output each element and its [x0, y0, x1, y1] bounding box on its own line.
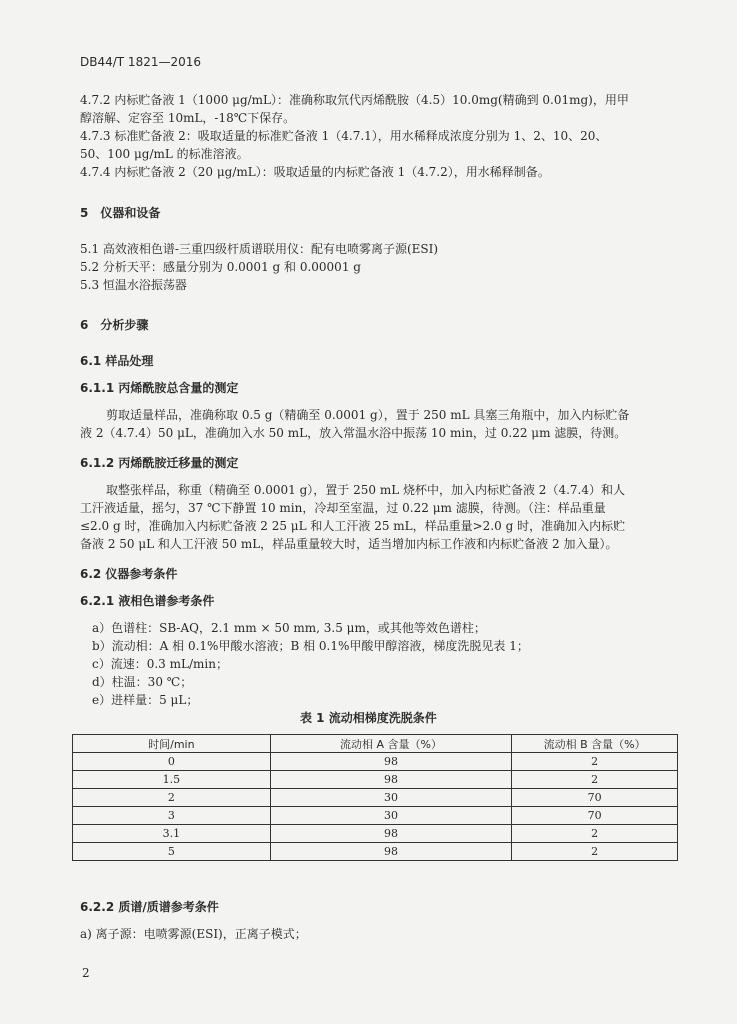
- section-6-1-2-heading: 6.1.2 丙烯酰胺迁移量的测定: [80, 456, 239, 470]
- table-cell: 2: [512, 825, 678, 843]
- section-6-1-heading: 6.1 样品处理: [80, 354, 154, 368]
- table-cell: 0: [73, 753, 271, 771]
- table-cell: 2: [512, 753, 678, 771]
- s621-item-b: b）流动相：A 相 0.1%甲酸水溶液；B 相 0.1%甲酸甲醇溶液，梯度洗脱见表 1；: [92, 639, 529, 653]
- table-cell: 5: [73, 843, 271, 861]
- section-6-heading: 6 分析步骤: [80, 318, 149, 332]
- table-header-row: [73, 735, 678, 753]
- table-cell: 98: [270, 843, 512, 861]
- section-6-1-1-heading: 6.1.1 丙烯酰胺总含量的测定: [80, 381, 239, 395]
- table-row: [73, 825, 678, 843]
- table-cell: 3.1: [73, 825, 271, 843]
- s612-line4: 备液 2 50 μL 和人工汗液 50 mL，样品重量较大时，适当增加内标工作液和内标贮备液 2 加入量）。: [80, 537, 618, 551]
- table-row: [73, 771, 678, 789]
- item-5-2: 5.2 分析天平：感量分别为 0.0001 g 和 0.00001 g: [80, 260, 361, 274]
- table-cell: 1.5: [73, 771, 271, 789]
- s611-line2: 液 2（4.7.4）50 μL，准确加入水 50 mL，放入常温水浴中振荡 10 min，过 0.22 μm 滤膜，待测。: [80, 426, 627, 440]
- s472-line1: 4.7.2 内标贮备液 1（1000 μg/mL）：准确称取氘代丙烯酰胺（4.5）10.0mg(精确到 0.01mg)，用甲: [80, 93, 629, 107]
- section-5-heading: 5 仪器和设备: [80, 206, 161, 220]
- s611-line1: 剪取适量样品，准确称取 0.5 g（精确至 0.0001 g），置于 250 mL 具塞三角瓶中，加入内标贮备: [106, 408, 630, 422]
- page-number: 2: [82, 966, 90, 980]
- s612-line1: 取整张样品，称重（精确至 0.0001 g），置于 250 mL 烧杯中，加入内标贮备液 2（4.7.4）和人: [106, 483, 625, 497]
- table-header-a: 流动相 A 含量（%）: [270, 735, 512, 753]
- table-cell: 30: [270, 789, 512, 807]
- s612-line3: ≤2.0 g 时，准确加入内标贮备液 2 25 μL 和人工汗液 25 mL，样品重量>2.0 g 时，准确加入内标贮: [80, 519, 626, 533]
- s621-item-d: d）柱温：30 ℃；: [92, 675, 193, 689]
- s612-line2: 工汗液适量，摇匀，37 ℃下静置 10 min，冷却至室温，过 0.22 μm 滤膜，待测。（注：样品重量: [80, 501, 606, 515]
- section-6-2-2-heading: 6.2.2 质谱/质谱参考条件: [80, 900, 219, 914]
- table-header-b: 流动相 B 含量（%）: [512, 735, 678, 753]
- s621-item-c: c）流速：0.3 mL/min；: [92, 657, 228, 671]
- table-cell: 2: [512, 771, 678, 789]
- table-cell: 98: [270, 825, 512, 843]
- table-row: [73, 789, 678, 807]
- s473-line1: 4.7.3 标准贮备液 2：吸取适量的标准贮备液 1（4.7.1），用水稀释成浓度分别为 1、2、10、20、: [80, 129, 608, 143]
- table-row: [73, 843, 678, 861]
- table-cell: 98: [270, 771, 512, 789]
- table-cell: 3: [73, 807, 271, 825]
- s472-line2: 醇溶解、定容至 10mL，-18℃下保存。: [80, 111, 296, 125]
- item-5-1: 5.1 高效液相色谱-三重四级杆质谱联用仪：配有电喷雾离子源(ESI): [80, 242, 439, 256]
- s621-item-a: a）色谱柱：SB-AQ，2.1 mm × 50 mm, 3.5 μm，或其他等效色谱柱；: [92, 621, 486, 635]
- s473-line2: 50、100 μg/mL 的标准溶液。: [80, 147, 249, 161]
- document-code: DB44/T 1821—2016: [80, 55, 202, 69]
- gradient-table: [72, 734, 678, 861]
- section-6-2-heading: 6.2 仪器参考条件: [80, 567, 178, 581]
- item-5-3: 5.3 恒温水浴振荡器: [80, 278, 187, 292]
- table-header-time: 时间/min: [73, 735, 271, 753]
- table-cell: 70: [512, 807, 678, 825]
- table-cell: 70: [512, 789, 678, 807]
- section-6-2-1-heading: 6.2.1 液相色谱参考条件: [80, 594, 215, 608]
- table-row: [73, 807, 678, 825]
- s621-item-e: e）进样量：5 μL；: [92, 693, 199, 707]
- table-cell: 2: [73, 789, 271, 807]
- table-1-title: 表 1 流动相梯度洗脱条件: [300, 711, 437, 725]
- s474-line1: 4.7.4 内标贮备液 2（20 μg/mL）：吸取适量的内标贮备液 1（4.7.2），用水稀释制备。: [80, 165, 550, 179]
- table-cell: 30: [270, 807, 512, 825]
- s622-item-a: a) 离子源：电喷雾源(ESI)，正离子模式；: [80, 927, 307, 941]
- table-row: [73, 753, 678, 771]
- table-cell: 2: [512, 843, 678, 861]
- table-cell: 98: [270, 753, 512, 771]
